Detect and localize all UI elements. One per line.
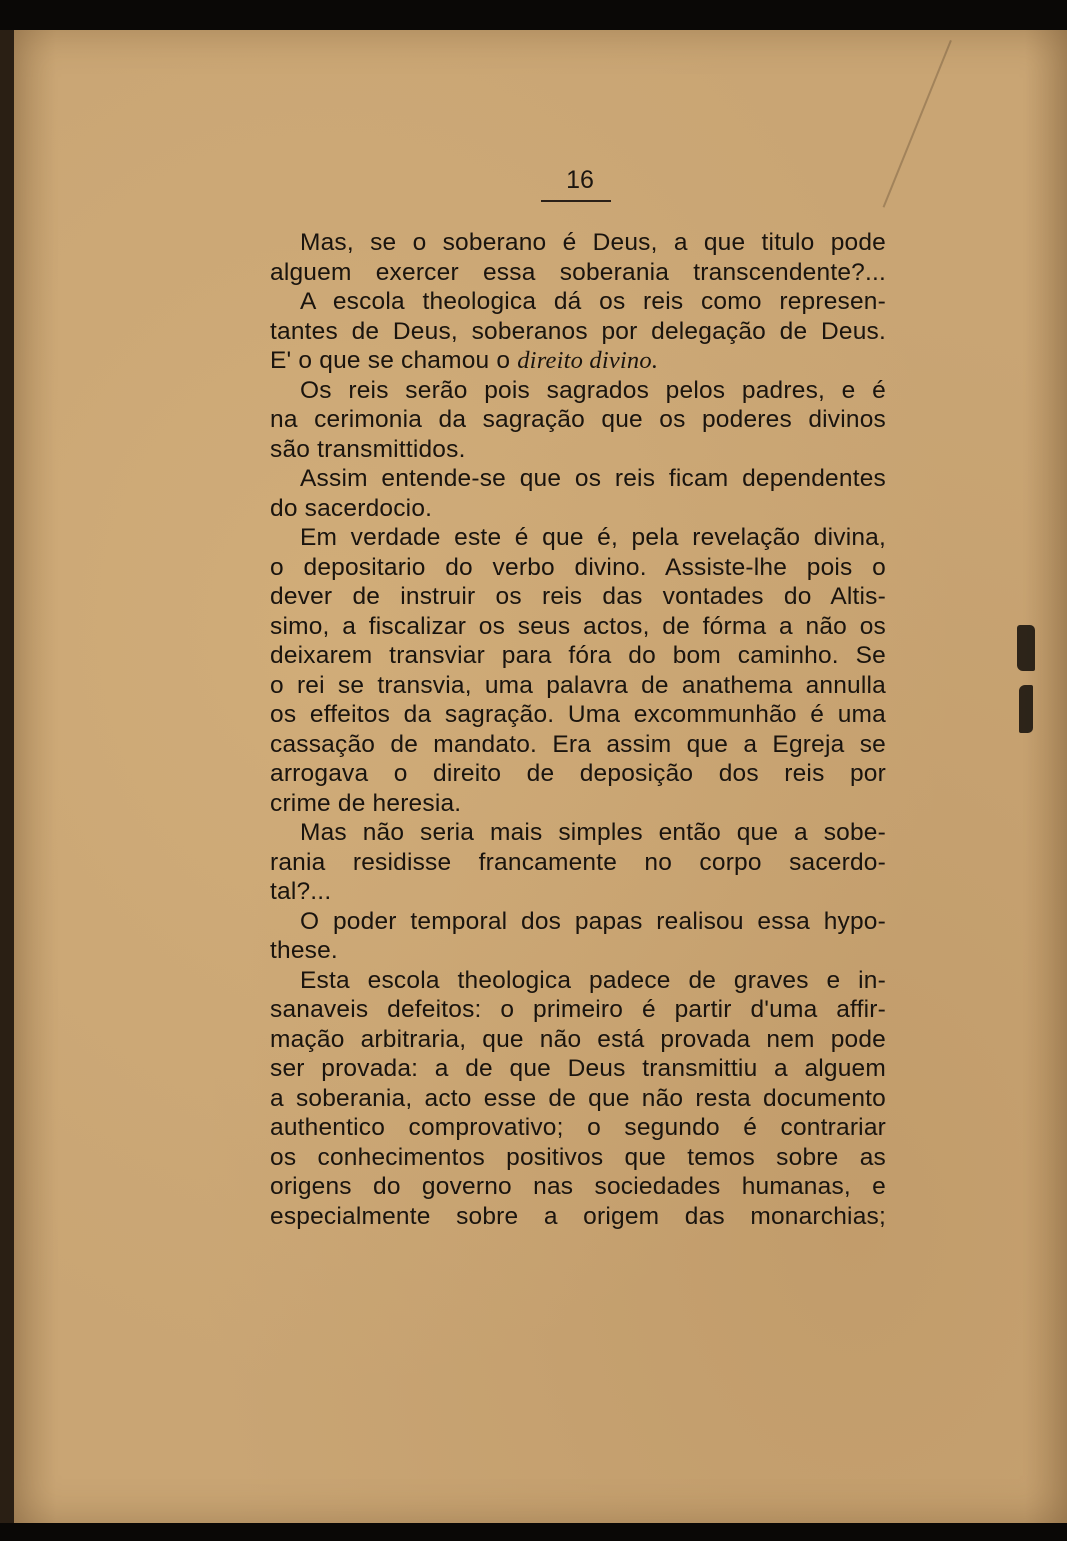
body-text (270, 228, 886, 1231)
text-line: dever de instruir os reis das vontades do Altis- (270, 583, 886, 610)
text-line: são transmittidos. (270, 435, 466, 463)
text-line: Mas não seria mais simples então que a sobe- (300, 819, 886, 846)
text-line: tantes de Deus, soberanos por delegação de Deus. (270, 317, 886, 345)
text-line: crime de heresia. (270, 789, 462, 817)
text-line: mação arbitraria, que não está provada nem pode (270, 1025, 886, 1053)
text-line: alguem exercer essa soberania transcendente?... (270, 258, 886, 286)
margin-ink-mark (1019, 685, 1033, 733)
text-line: rania residisse francamente no corpo sacerdo- (270, 848, 886, 876)
text-line: os conhecimentos positivos que temos sobre as (270, 1143, 886, 1171)
text-line: Os reis serão pois sagrados pelos padres, e é (300, 376, 886, 404)
text-line: tal?... (270, 878, 332, 905)
text-line: authentico comprovativo; o segundo é contrariar (270, 1114, 886, 1141)
text-line: o depositario do verbo divino. Assiste-lhe pois o (270, 553, 886, 581)
text-line: arrogava o direito de deposição dos reis por (270, 760, 886, 787)
text-line: ser provada: a de que Deus transmittiu a alguem (270, 1055, 886, 1082)
text-line: Em verdade este é que é, pela revelação divina, (300, 524, 886, 551)
text-line: Mas, se o soberano é Deus, a que titulo pode (300, 229, 886, 256)
text-line-part: E' o que se chamou o (270, 347, 518, 374)
text-line: sanaveis defeitos: o primeiro é partir d'uma affir- (270, 996, 886, 1023)
text-line: na cerimonia da sagração que os poderes divinos (270, 406, 886, 433)
italic-phrase: direito divino. (517, 347, 659, 374)
text-line: cassação de mandato. Era assim que a Egreja se (270, 730, 886, 758)
text-line: O poder temporal dos papas realisou essa hypo- (300, 907, 886, 935)
text-line: a soberania, acto esse de que não resta documento (270, 1084, 886, 1112)
text-line: especialmente sobre a origem das monarchias; (270, 1202, 886, 1230)
text-line: deixarem transviar para fóra do bom caminho. Se (270, 642, 886, 669)
text-line: do sacerdocio. (270, 494, 433, 522)
text-line: A escola theologica dá os reis como represen- (300, 288, 886, 315)
text-line (270, 346, 886, 376)
margin-ink-mark (1017, 625, 1035, 671)
text-line: origens do governo nas sociedades humanas, e (270, 1173, 886, 1200)
text-line: these. (270, 937, 338, 964)
text-line: os effeitos da sagração. Uma excommunhão é uma (270, 701, 886, 728)
page-number: 16 (566, 166, 594, 194)
text-line: simo, a fiscalizar os seus actos, de fórma a não os (270, 612, 886, 640)
book-edge (0, 30, 14, 1523)
page-number-rule (541, 200, 611, 202)
text-line: Assim entende-se que os reis ficam dependentes (300, 465, 886, 492)
text-line: o rei se transvia, uma palavra de anathema annulla (270, 671, 886, 699)
text-line: Esta escola theologica padece de graves e in- (300, 966, 886, 994)
